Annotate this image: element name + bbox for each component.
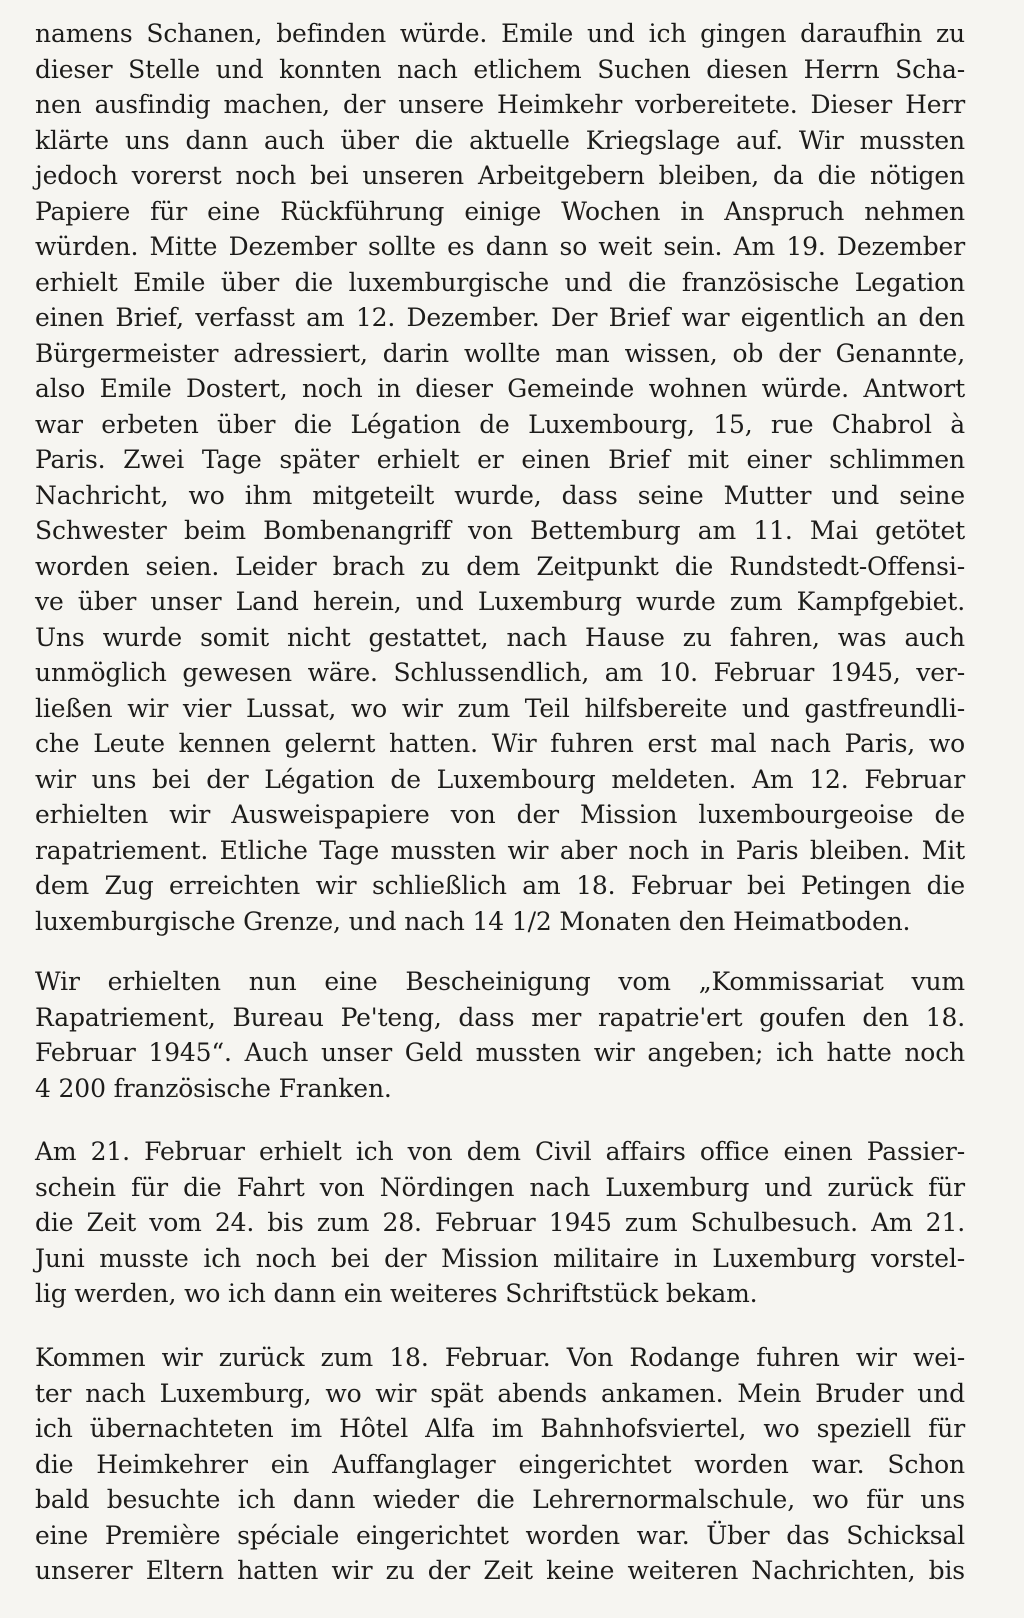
text-line: wir uns bei der Légation de Luxembourg meldeten. Am 12. Februar — [35, 764, 965, 794]
text-line: ließen wir vier Lussat, wo wir zum Teil hilfsbereite und gastfreundli- — [35, 693, 965, 723]
text-line: 4 200 französische Franken. — [35, 1073, 392, 1103]
text-line: Juni musste ich noch bei der Mission militaire in Luxemburg vorstel- — [35, 1243, 965, 1273]
text-line: Kommen wir zurück zum 18. Februar. Von Rodange fuhren wir wei- — [35, 1343, 965, 1372]
text-line: einen Brief, verfasst am 12. Dezember. Der Brief war eigentlich an den — [35, 303, 965, 332]
text-line: lig werden, wo ich dann ein weiteres Schriftstück bekam. — [35, 1279, 758, 1308]
text-line: luxemburgische Grenze, und nach 14 1/2 Monaten den Heimatboden. — [35, 906, 911, 936]
text-line: ve über unser Land herein, und Luxemburg wurde zum Kampfgebiet. — [35, 587, 965, 616]
text-line: die Zeit vom 24. bis zum 28. Februar 1945 zum Schulbesuch. Am 21. — [35, 1208, 965, 1237]
text-line: Schwester beim Bombenangriff von Bettemburg am 11. Mai getötet — [35, 516, 965, 545]
text-line: bald besuchte ich dann wieder die Lehrernormalschule, wo für uns — [35, 1485, 965, 1514]
paragraph-4 — [35, 1340, 965, 1589]
text-line: schein für die Fahrt von Nördingen nach Luxemburg und zurück für — [35, 1172, 965, 1202]
text-line: rapatriement. Etliche Tage mussten wir aber noch in Paris bleiben. Mit — [35, 835, 965, 865]
text-line: Paris. Zwei Tage später erhielt er einen Brief mit einer schlimmen — [35, 445, 965, 474]
text-line: unmöglich gewesen wäre. Schlussendlich, am 10. Februar 1945, ver- — [35, 658, 965, 687]
paragraph-3 — [35, 1134, 965, 1312]
text-line: also Emile Dostert, noch in dieser Gemeinde wohnen würde. Antwort — [35, 374, 965, 403]
text-line: nen ausfindig machen, der unsere Heimkehr vorbereitete. Dieser Herr — [35, 90, 965, 119]
paragraph-2 — [35, 964, 965, 1106]
text-line: Februar 1945“. Auch unser Geld mussten wir angeben; ich hatte noch — [35, 1038, 965, 1067]
text-line: die Heimkehrer ein Auffanglager eingerichtet worden war. Schon — [35, 1449, 965, 1479]
text-line: klärte uns dann auch über die aktuelle Kriegslage auf. Wir mussten — [35, 125, 965, 155]
text-line: erhielten wir Ausweispapiere von der Mission luxembourgeoise de — [35, 800, 965, 829]
text-line: Am 21. Februar erhielt ich von dem Civil affairs office einen Passier- — [35, 1137, 965, 1166]
text-line: unserer Eltern hatten wir zu der Zeit keine weiteren Nachrichten, bis — [35, 1556, 965, 1585]
paragraph-1 — [35, 16, 965, 939]
text-line: war erbeten über die Légation de Luxembourg, 15, rue Chabrol à — [35, 409, 965, 439]
text-line: würden. Mitte Dezember sollte es dann so weit sein. Am 19. Dezember — [35, 232, 965, 261]
text-line: Bürgermeister adressiert, darin wollte man wissen, ob der Genannte, — [35, 338, 965, 368]
text-line: Papiere für eine Rückführung einige Wochen in Anspruch nehmen — [35, 196, 965, 226]
text-line: worden seien. Leider brach zu dem Zeitpunkt die Rundstedt-Offensi- — [35, 551, 965, 581]
text-line: dem Zug erreichten wir schließlich am 18. Februar bei Petingen die — [35, 871, 965, 900]
text-line: Wir erhielten nun eine Bescheinigung vom „Kommissariat vum — [35, 967, 965, 996]
text-line: che Leute kennen gelernt hatten. Wir fuhren erst mal nach Paris, wo — [35, 729, 965, 758]
text-line: jedoch vorerst noch bei unseren Arbeitgebern bleiben, da die nötigen — [35, 161, 965, 190]
text-line: ich übernachteten im Hôtel Alfa im Bahnhofsviertel, wo speziell für — [35, 1414, 965, 1443]
text-line: eine Première spéciale eingerichtet worden war. Über das Schicksal — [35, 1520, 965, 1550]
text-line: namens Schanen, befinden würde. Emile und ich gingen daraufhin zu — [35, 19, 965, 48]
text-line: ter nach Luxemburg, wo wir spät abends ankamen. Mein Bruder und — [35, 1378, 965, 1408]
text-line: Nachricht, wo ihm mitgeteilt wurde, dass seine Mutter und seine — [35, 480, 965, 510]
text-line: Uns wurde somit nicht gestattet, nach Hause zu fahren, was auch — [35, 622, 965, 652]
text-line: erhielt Emile über die luxemburgische und die französische Legation — [35, 267, 965, 297]
text-line: dieser Stelle und konnten nach etlichem Suchen diesen Herrn Scha- — [35, 54, 965, 84]
text-line: Rapatriement, Bureau Pe'teng, dass mer rapatrie'ert goufen den 18. — [35, 1002, 965, 1032]
